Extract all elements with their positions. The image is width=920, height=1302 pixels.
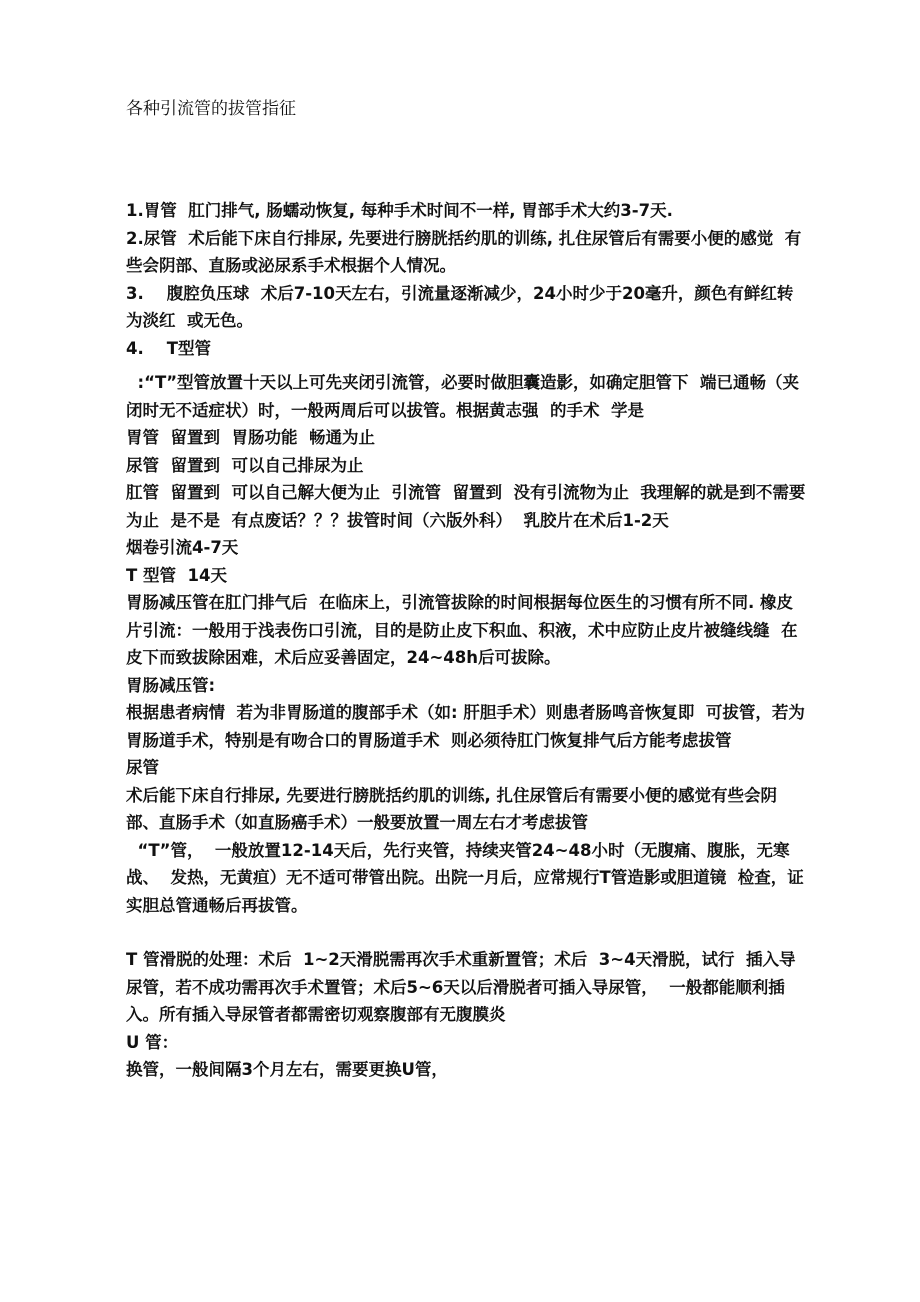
paragraph-gastric-until: 胃管 留置到 胃肠功能 畅通为止 [126, 428, 375, 447]
paragraph-decompression-detail: 根据患者病情 若为非胃肠道的腹部手术（如: 肝胆手术）则患者肠鸣音恢复即 可拔管，若为胃肠道手术，特别是有吻合口的胃肠道手术 则必须待肛门恢复排气后方能考虑拔管 [126, 703, 805, 750]
paragraph-t-tube-placement: “T”管， 一般放置12-14天后，先行夹管，持续夹管24~48小时（无腹痛、腹胀，无寒战、 发热，无黄疸）无不适可带管出院。出院一月后，应常规行T管造影或胆道镜 检查，证实胆总管通畅后再拔管。 [126, 840, 804, 915]
paragraph-urinary-catheter: 2.尿管 术后能下床自行排尿, 先要进行膀胱括约肌的训练, 扎住尿管后有需要小便的感觉 有些会阴部、直肠或泌尿系手术根据个人情况。 [126, 228, 802, 275]
paragraph-u-tube-heading: U 管： [126, 1032, 179, 1052]
document-title: 各种引流管的拔管指征 [126, 99, 296, 119]
paragraph-decompression-rubber: 胃肠减压管在肛门排气后 在临床上，引流管拔除的时间根据每位医生的习惯有所不同. 橡皮片引流：一般用于浅表伤口引流，目的是防止皮下积血、积液，术中应防止皮片被缝线缝 在皮下而致拔除困难，术后应妥善固定，24~48h后可拔除。 [126, 593, 798, 667]
paragraph-t-tube-days: T 型管 14天 [126, 565, 227, 585]
paragraph-rectal-tube: 肛管 留置到 可以自己解大便为止 引流管 留置到 没有引流物为止 我理解的就是到不需要 为止 是不是 有点废话？？？拔管时间（六版外科） 乳胶片在术后1-2天 [126, 483, 817, 530]
paragraph-gastric-tube: 1.胃管 肛门排气, 肠蠕动恢复, 每种手术时间不一样, 胃部手术大约3-7天. [126, 201, 673, 220]
paragraph-cigarette-drain: 烟卷引流4-7天 [126, 538, 239, 557]
document-body [126, 197, 817, 1084]
paragraph-urinary-detail: 术后能下床自行排尿, 先要进行膀胱括约肌的训练, 扎住尿管后有需要小便的感觉有些会阴部、直肠手术（如直肠癌手术）一般要放置一周左右才考虑拔管 [126, 785, 778, 832]
paragraph-urinary-heading: 尿管 [126, 758, 159, 777]
paragraph-decompression-heading: 胃肠减压管: [126, 675, 216, 695]
paragraph-abdominal-drain: 3. 腹腔负压球 术后7-10天左右，引流量逐渐减少，24小时少于20毫升，颜色有鲜红转为淡红 或无色。 [126, 283, 794, 330]
paragraph-t-tube-detail: :“T”型管放置十天以上可先夹闭引流管，必要时做胆囊造影，如确定胆管下 端已通畅（夹闭时无不适症状）时，一般两周后可以拔管。根据黄志强 的手术 学是 [126, 373, 800, 420]
paragraph-u-tube-detail: 换管，一般间隔3个月左右，需要更换U管， [126, 1060, 448, 1079]
paragraph-urinary-until: 尿管 留置到 可以自己排尿为止 [126, 455, 364, 475]
spacer [126, 919, 806, 946]
paragraph-t-tube-heading: 4. T型管 [126, 338, 211, 358]
paragraph-t-tube-slippage: T 管滑脱的处理：术后 1~2天滑脱需再次手术重新置管；术后 3~4天滑脱，试行 插入导尿管，若不成功需再次手术置管；术后5~6天以后滑脱者可插入导尿管， 一般都能顺利插入。所有插入导尿管者都需密切观察腹部有无腹膜炎 [126, 950, 796, 1024]
